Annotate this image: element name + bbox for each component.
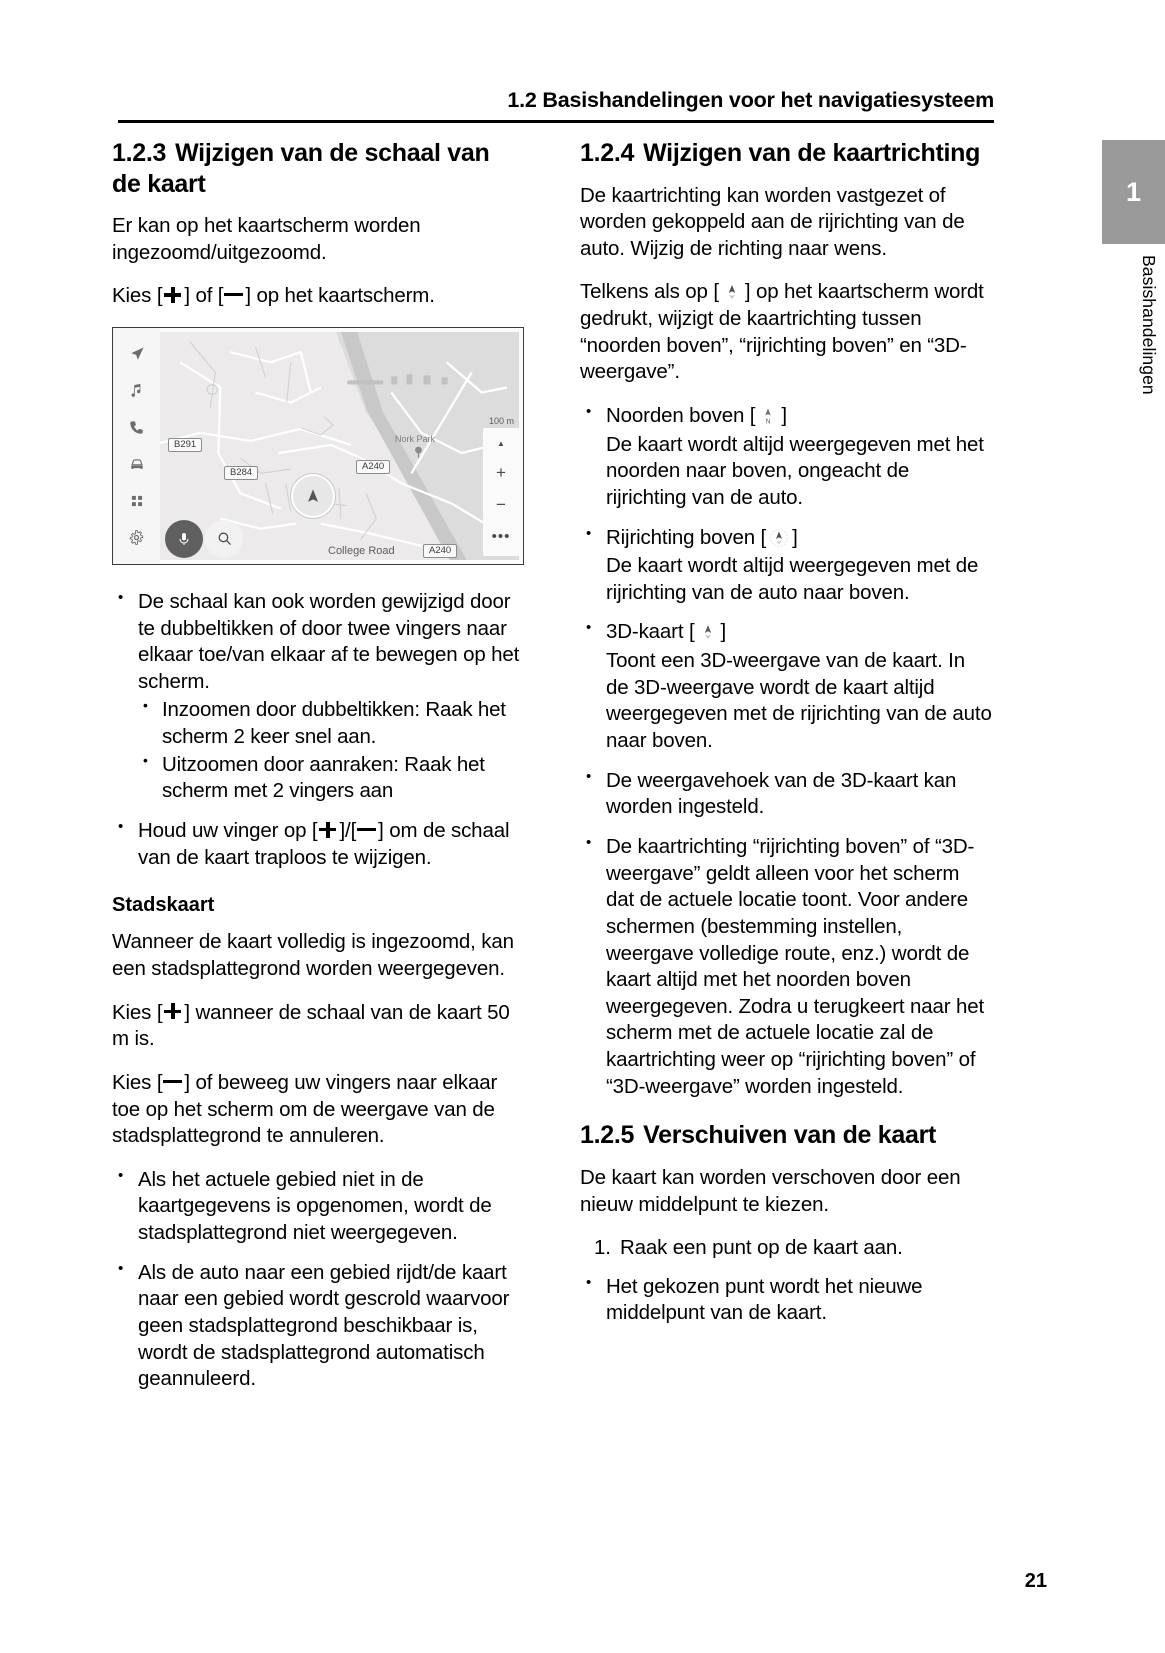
- minus-key: [356, 818, 378, 845]
- map-label-college-road: College Road: [328, 544, 395, 557]
- text-before-arrow: Telkens als op [: [580, 280, 719, 304]
- hold-text-mid: ]/[: [339, 819, 357, 843]
- section-heading-124: [580, 138, 992, 169]
- map-label-nork-park: Nork Park: [395, 433, 436, 444]
- label-before: 3D-kaart [: [606, 620, 695, 644]
- hold-text-after: ] om de schaal van de kaart traploos te wijzigen.: [138, 819, 510, 869]
- list-item: • Als de auto naar een gebied rijdt/de kaart naar een gebied wordt gescrold waarvoor geen stadsplattegrond beschikbaar is, wordt de stadsplattegrond automatisch geannuleerd.: [112, 1260, 524, 1393]
- label-after: ]: [792, 525, 798, 549]
- section-title-124: Wijzigen van de kaartrichting: [643, 139, 981, 167]
- minus-icon: [356, 821, 378, 838]
- list-item: • Het gekozen punt wordt het nieuwe middelpunt van de kaart.: [580, 1274, 992, 1327]
- bullet-text: De schaal kan ook worden gewijzigd door te dubbeltikken of door twee vingers naar elkaar toe/van elkaar af te bewegen op het scherm.: [138, 589, 520, 693]
- paragraph-citymap-intro: Wanneer de kaart volledig is ingezoomd, kan een stadsplattegrond worden weergegeven.: [112, 930, 514, 980]
- zoom-gesture-subbullets: [138, 697, 524, 805]
- plus-icon: [317, 821, 339, 838]
- paragraph-choose-minus-cancel: [112, 1070, 524, 1150]
- list-item-north-up: [580, 403, 992, 512]
- text-after-minus: ] of beweeg uw vingers naar elkaar toe op het scherm om de weergave van de stadsplattegrond te annuleren.: [112, 1070, 498, 1148]
- subheading-stadskaart: Stadskaart: [112, 894, 215, 917]
- list-item: • Als het actuele gebied niet in de kaartgegevens is opgenomen, wordt de stadsplattegrond niet weergegeven.: [112, 1167, 524, 1247]
- scale-indicator-icon: ▲: [497, 438, 505, 448]
- label-after: ]: [720, 620, 727, 644]
- label-before: Rijrichting boven [: [606, 525, 767, 549]
- list-item: • De kaartrichting “rijrichting boven” of “3D-weergave” geldt alleen voor het scherm dat de actuele locatie toont. Voor andere schermen (bestemming instellen, weergave volledige route, enz.) wordt de kaart altijd met het noorden boven weergegeven. Zodra u terugkeert naar het scherm met de actuele locatie zal de kaartrichting weer op “rijrichting boven” of “3D-weergave” worden ingesteld.: [580, 834, 992, 1100]
- list-item: • Inzoomen door dubbeltikken: Raak het scherm 2 keer snel aan.: [138, 697, 524, 750]
- plus-key: [317, 818, 339, 845]
- park-tree-pin-icon: [413, 446, 424, 464]
- section-heading-123: [112, 138, 524, 199]
- paragraph-choose-plus-50m: [112, 1000, 524, 1053]
- citymap-bullets: [112, 1167, 524, 1393]
- road-badge-a240-lower: A240: [423, 544, 457, 558]
- heading-up-arrow-icon: [719, 282, 745, 302]
- current-position-marker: [291, 474, 335, 518]
- mode-description: De kaart wordt altijd weergegeven met het noorden naar boven, ongeacht de rijrichting van de auto.: [606, 432, 984, 509]
- minus-icon: [223, 286, 245, 303]
- phone-icon[interactable]: [126, 417, 148, 439]
- zoom-out-button[interactable]: −: [496, 495, 506, 515]
- label-before: Noorden boven [: [606, 403, 756, 427]
- scroll-steps-list: [580, 1235, 992, 1262]
- music-note-icon[interactable]: [126, 380, 148, 402]
- map-zoom-controls[interactable]: [483, 428, 519, 556]
- section-heading-125: [580, 1120, 992, 1151]
- map-search-button[interactable]: [205, 520, 243, 558]
- section-number-125: 1.2.5: [580, 1121, 635, 1150]
- mode-description: Toont een 3D-weergave van de kaart. In de 3D-weergave wordt de kaart altijd weergegeven met de rijrichting van de auto naar boven.: [606, 649, 992, 753]
- page-number: 21: [1024, 1570, 1047, 1592]
- running-header: 1.2 Basishandelingen voor het navigatiesysteem: [507, 88, 994, 112]
- road-badge-a240-upper: A240: [356, 460, 390, 474]
- zoom-in-button[interactable]: +: [496, 462, 506, 482]
- section-title-125: Verschuiven van de kaart: [643, 1121, 937, 1150]
- right-column: [580, 138, 992, 1340]
- section-number-123: 1.2.3: [112, 139, 167, 167]
- chapter-side-label: Basishandelingen: [1139, 255, 1159, 395]
- hold-text-before: Houd uw vinger op [: [138, 819, 318, 843]
- scroll-note-bullets: [580, 1274, 992, 1327]
- three-d-arrow-icon: [695, 622, 721, 642]
- section-title-123: Wijzigen van de schaal van de kaart: [112, 139, 490, 198]
- label-after: ]: [781, 403, 787, 427]
- text-before-plus: Kies [: [112, 284, 163, 308]
- map-screen-figure: [112, 327, 524, 565]
- paragraph-zoom-intro: Er kan op het kaartscherm worden ingezoomd/uitgezoomd.: [112, 214, 421, 264]
- more-options-button[interactable]: •••: [491, 528, 511, 546]
- minus-key: [162, 1070, 184, 1097]
- map-side-rail[interactable]: [113, 328, 160, 564]
- step-text: Raak een punt op de kaart aan.: [620, 1236, 903, 1260]
- car-icon[interactable]: [126, 453, 148, 475]
- list-item: • De weergavehoek van de 3D-kaart kan worden ingesteld.: [580, 768, 992, 821]
- navigation-arrow-icon[interactable]: [126, 343, 148, 365]
- chapter-tab: [1102, 140, 1165, 244]
- list-item: [112, 589, 524, 805]
- section-number-124: 1.2.4: [580, 139, 635, 167]
- plus-icon: [162, 286, 184, 303]
- text-before-plus: Kies [: [112, 1000, 163, 1024]
- voice-mic-button[interactable]: [165, 520, 203, 558]
- list-item: [580, 1235, 992, 1262]
- paragraph-orientation-intro: De kaartrichting kan worden vastgezet of worden gekoppeld aan de rijrichting van de auto. Wijzig de richting naar wens.: [580, 183, 965, 260]
- list-item: • Uitzoomen door aanraken: Raak het scherm met 2 vingers aan: [138, 752, 524, 805]
- text-after-plus: ] wanneer de schaal van de kaart 50 m is.: [112, 1000, 510, 1051]
- road-badge-b291: B291: [168, 438, 202, 452]
- plus-key: [162, 283, 184, 310]
- text-between-keys: ] of [: [184, 284, 224, 308]
- list-item-heading-up: [580, 525, 992, 607]
- map-scale-label: 100 m: [488, 415, 514, 426]
- text-after-arrow: ] op het kaartscherm wordt gedrukt, wijzigt de kaartrichting tussen “noorden boven”, “rijrichting boven” en “3D-weergave”.: [580, 280, 984, 384]
- orientation-modes-list: [580, 403, 992, 1100]
- plus-icon: [162, 1003, 184, 1020]
- settings-gear-icon[interactable]: [126, 527, 148, 549]
- text-before-minus: Kies [: [112, 1070, 163, 1094]
- svg-text:N: N: [765, 418, 771, 426]
- chapter-number: 1: [1125, 176, 1142, 207]
- mode-description: De kaart wordt altijd weergegeven met de rijrichting van de auto naar boven.: [606, 554, 979, 604]
- paragraph-scroll-intro: De kaart kan worden verschoven door een nieuw middelpunt te kiezen.: [580, 1165, 961, 1216]
- minus-icon: [162, 1073, 184, 1090]
- heading-up-arrow-icon: [766, 528, 792, 548]
- text-after-minus: ] op het kaartscherm.: [245, 284, 435, 308]
- left-column: [112, 138, 524, 1406]
- header-rule: [118, 120, 994, 123]
- zoom-gesture-bullets: [112, 589, 524, 871]
- apps-grid-icon[interactable]: [126, 490, 148, 512]
- minus-key: [223, 283, 245, 310]
- list-item-hold-finger: [112, 818, 524, 871]
- plus-key: [162, 1000, 184, 1027]
- list-item-3d-map: [580, 619, 992, 754]
- north-up-arrow-icon: [755, 406, 781, 426]
- paragraph-toggle-orientation: [580, 279, 992, 386]
- road-badge-b284: B284: [224, 466, 258, 480]
- paragraph-choose-plus-minus: [112, 283, 524, 310]
- step-number: 1.: [594, 1236, 611, 1260]
